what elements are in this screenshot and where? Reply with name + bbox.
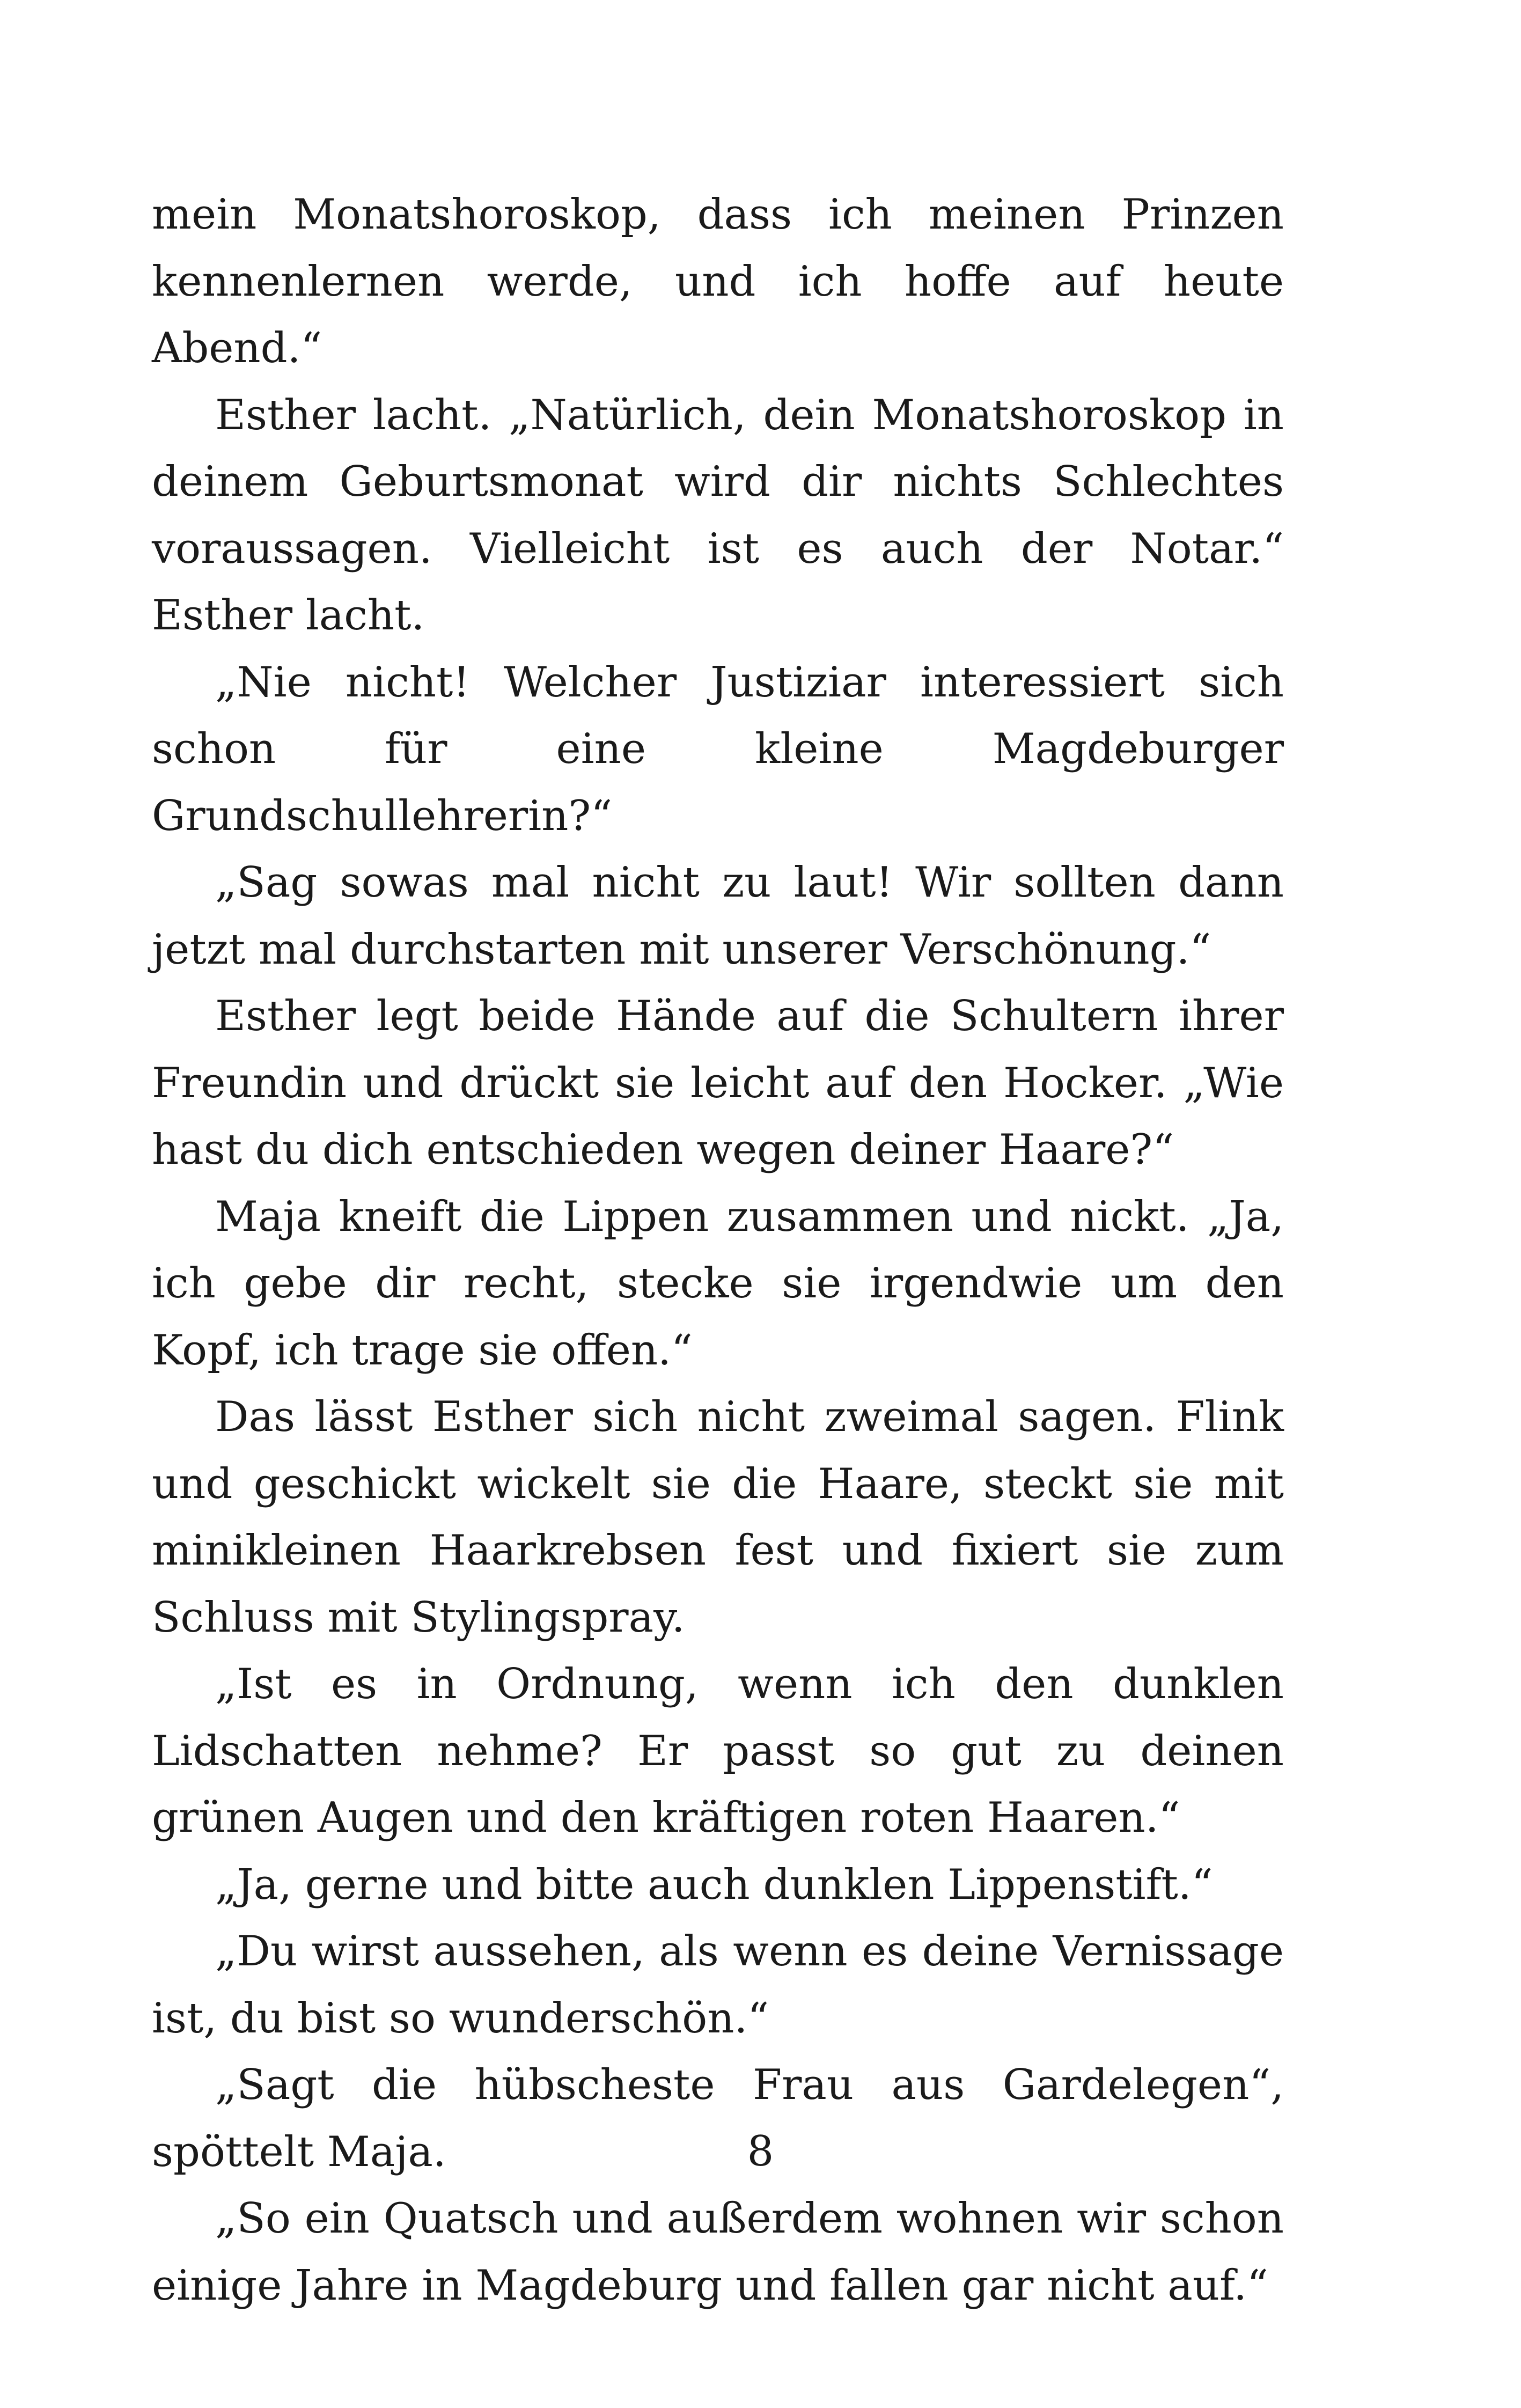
paragraph-8: „Ist es in Ordnung, wenn ich den dunklen Lidschatten nehme? Er passt so gut zu deinen grünen Augen und den kräftigen roten Haaren.“ [152, 1660, 1284, 1842]
paragraph-7: Das lässt Esther sich nicht zweimal sagen. Flink und geschickt wickelt sie die Haare, steckt sie mit minikleinen Haarkrebsen fest und fixiert sie zum Schluss mit Stylingspray. [152, 1393, 1284, 1642]
paragraph-2: Esther lacht. „Natürlich, dein Monatshoroskop in deinem Geburtsmonat wird dir nichts Schlechtes voraussagen. Vielleicht ist es auch der Notar.“ Esther lacht. [152, 391, 1284, 640]
body-text [152, 181, 1284, 2319]
paragraph-6: Maja kneift die Lippen zusammen und nickt. „Ja, ich gebe dir recht, stecke sie irgendwie um den Kopf, ich trage sie offen.“ [152, 1192, 1284, 1375]
paragraph-5: Esther legt beide Hände auf die Schultern ihrer Freundin und drückt sie leicht auf den Hocker. „Wie hast du dich entschieden wegen deiner Haare?“ [152, 992, 1284, 1174]
paragraph-4: „Sag sowas mal nicht zu laut! Wir sollten dann jetzt mal durchstarten mit unserer Verschönung.“ [152, 858, 1284, 974]
paragraph-3: „Nie nicht! Welcher Justiziar interessiert sich schon für eine kleine Magdeburger Grundschullehrerin?“ [152, 658, 1284, 840]
paragraph-12: „So ein Quatsch und außerdem wohnen wir schon einige Jahre in Magdeburg und fallen gar nicht auf.“ [152, 2194, 1284, 2310]
paragraph-1: mein Monatshoroskop, dass ich meinen Prinzen kennenlernen werde, und ich hoffe auf heute Abend.“ [152, 190, 1284, 372]
paragraph-9: „Ja, gerne und bitte auch dunklen Lippenstift.“ [215, 1860, 1213, 1909]
paragraph-11: „Sagt die hübscheste Frau aus Gardelegen“, spöttelt Maja. [152, 2061, 1284, 2176]
paragraph-10: „Du wirst aussehen, als wenn es deine Vernissage ist, du bist so wunderschön.“ [152, 1927, 1284, 2043]
page-number: 8 [747, 2127, 774, 2176]
